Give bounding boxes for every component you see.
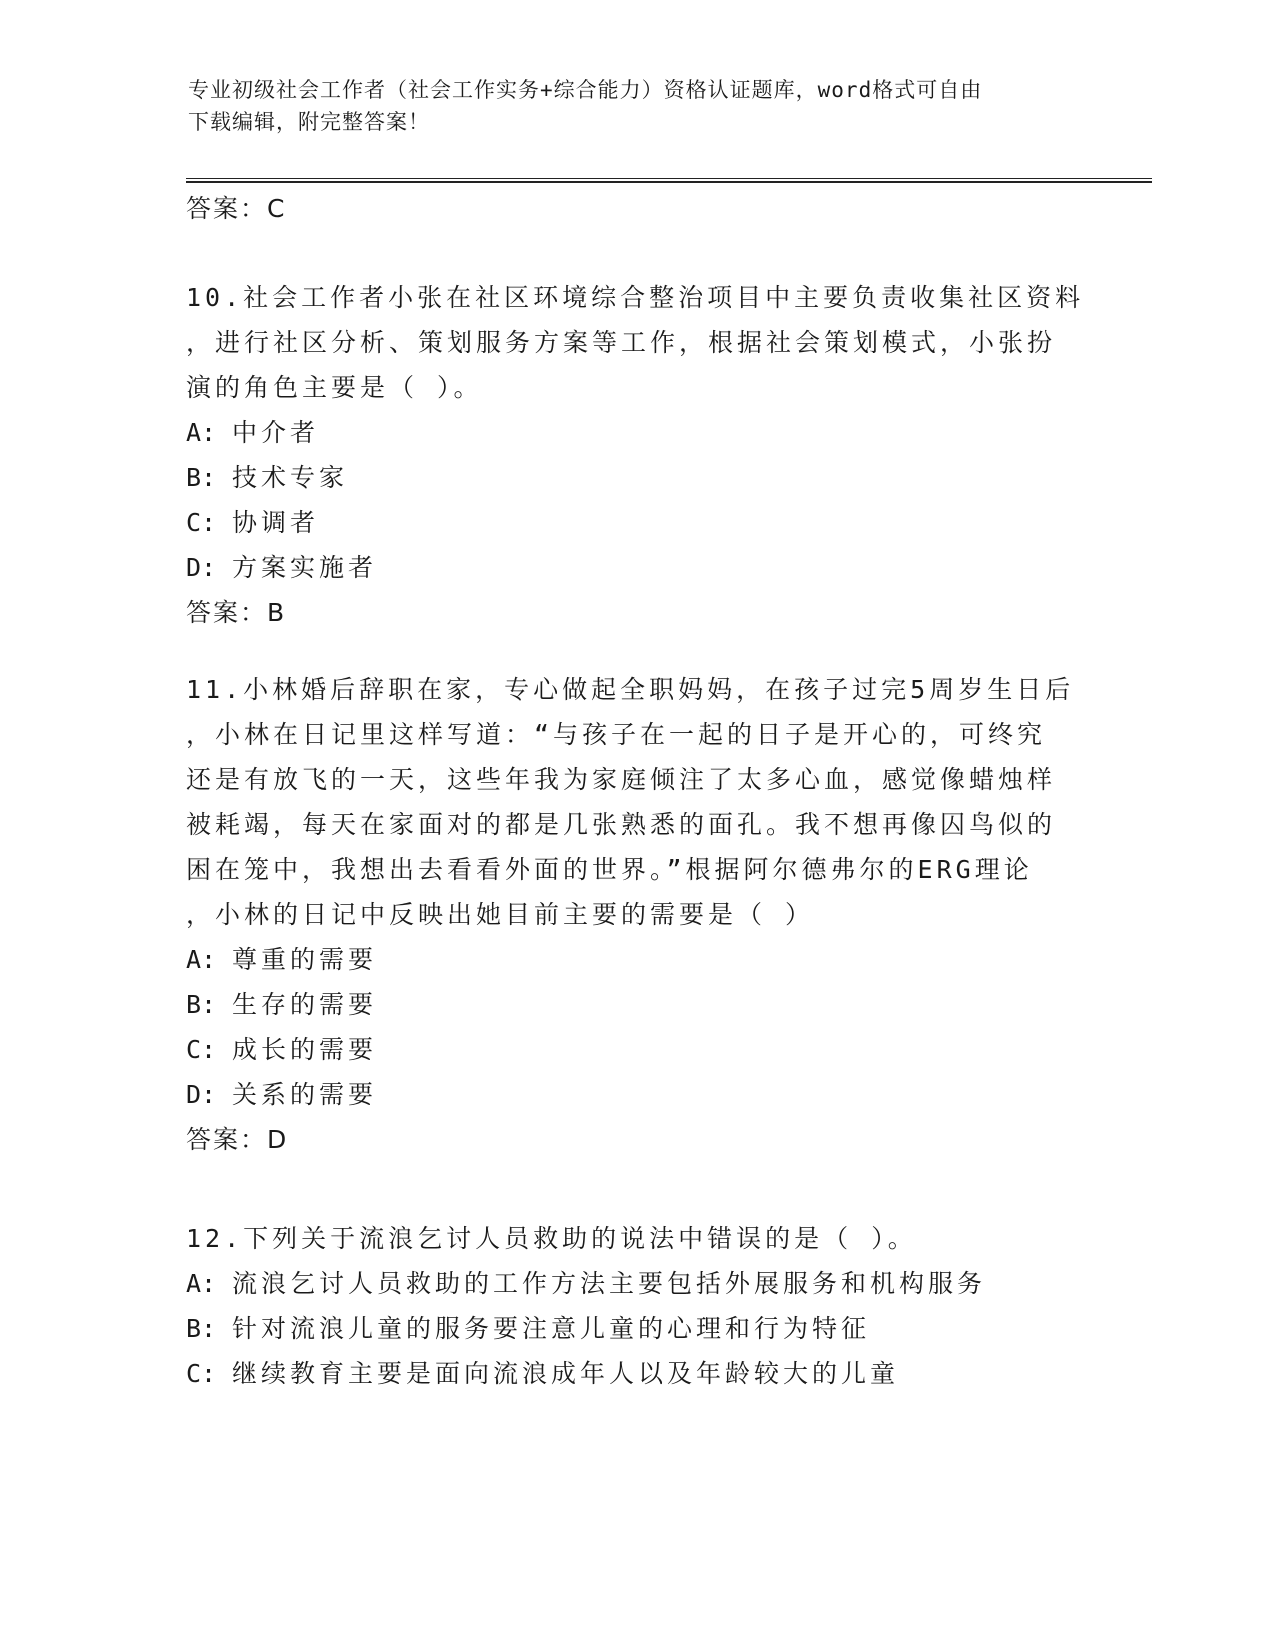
option-key: A:	[186, 418, 217, 447]
question-10	[186, 275, 1086, 635]
option-text: 针对流浪儿童的服务要注意儿童的心理和行为特征	[232, 1314, 871, 1343]
question-stem-line: 被耗竭，每天在家面对的都是几张熟悉的面孔。我不想再像囚鸟似的	[186, 810, 1057, 839]
option-c	[186, 1351, 1086, 1396]
question-stem-line: 困在笼中，我想出去看看外面的世界。”根据阿尔德弗尔的ERG理论	[186, 855, 1033, 884]
option-text: 继续教育主要是面向流浪成年人以及年龄较大的儿童	[232, 1359, 900, 1388]
option-text: 技术专家	[232, 463, 349, 492]
option-key: C:	[186, 1359, 217, 1388]
option-text: 方案实施者	[232, 553, 378, 582]
option-d	[186, 545, 1086, 590]
option-key: D:	[186, 553, 217, 582]
option-text: 尊重的需要	[232, 945, 378, 974]
option-c	[186, 500, 1086, 545]
question-stem-line: 12.下列关于流浪乞讨人员救助的说法中错误的是（ ）。	[186, 1224, 917, 1253]
header-line-1: 专业初级社会工作者（社会工作实务+综合能力）资格认证题库，word格式可自由	[188, 78, 983, 102]
option-d	[186, 1072, 1086, 1117]
option-text: 成长的需要	[232, 1035, 378, 1064]
question-stem-line: ，进行社区分析、策划服务方案等工作，根据社会策划模式，小张扮	[186, 328, 1057, 357]
option-text: 协调者	[232, 508, 320, 537]
question-11	[186, 667, 1086, 1162]
option-text: 关系的需要	[232, 1080, 378, 1109]
option-key: B:	[186, 1314, 217, 1343]
option-c	[186, 1027, 1086, 1072]
option-key: A:	[186, 945, 217, 974]
question-12	[186, 1216, 1086, 1396]
option-text: 中介者	[232, 418, 320, 447]
option-a	[186, 937, 1086, 982]
header-line-2: 下载编辑，附完整答案！	[188, 110, 430, 134]
option-text: 生存的需要	[232, 990, 378, 1019]
question-stem-line: ，小林的日记中反映出她目前主要的需要是（ ）	[186, 900, 815, 929]
question-stem-line: 11.小林婚后辞职在家，专心做起全职妈妈，在孩子过完5周岁生日后	[186, 675, 1075, 704]
option-a	[186, 410, 1086, 455]
option-key: C:	[186, 1035, 217, 1064]
question-stem-line: 10.社会工作者小张在社区环境综合整治项目中主要负责收集社区资料	[186, 283, 1085, 312]
option-key: C:	[186, 508, 217, 537]
previous-answer-block	[186, 186, 1086, 231]
answer-line: 答案：B	[186, 598, 287, 627]
option-key: A:	[186, 1269, 217, 1298]
question-stem-line: ，小林在日记里这样写道：“与孩子在一起的日子是开心的，可终究	[186, 720, 1047, 749]
option-a	[186, 1261, 1086, 1306]
option-b	[186, 1306, 1086, 1351]
document-header	[188, 74, 1088, 138]
option-key: B:	[186, 990, 217, 1019]
question-stem-line: 还是有放飞的一天，这些年我为家庭倾注了太多心血，感觉像蜡烛样	[186, 765, 1057, 794]
header-divider-thin	[186, 178, 1152, 179]
option-key: B:	[186, 463, 217, 492]
option-b	[186, 982, 1086, 1027]
question-stem-line: 演的角色主要是（ ）。	[186, 373, 483, 402]
answer-line: 答案：D	[186, 1125, 289, 1154]
option-key: D:	[186, 1080, 217, 1109]
option-b	[186, 455, 1086, 500]
option-text: 流浪乞讨人员救助的工作方法主要包括外展服务和机构服务	[232, 1269, 987, 1298]
header-divider-thick	[186, 181, 1152, 183]
answer-line: 答案：C	[186, 194, 287, 223]
